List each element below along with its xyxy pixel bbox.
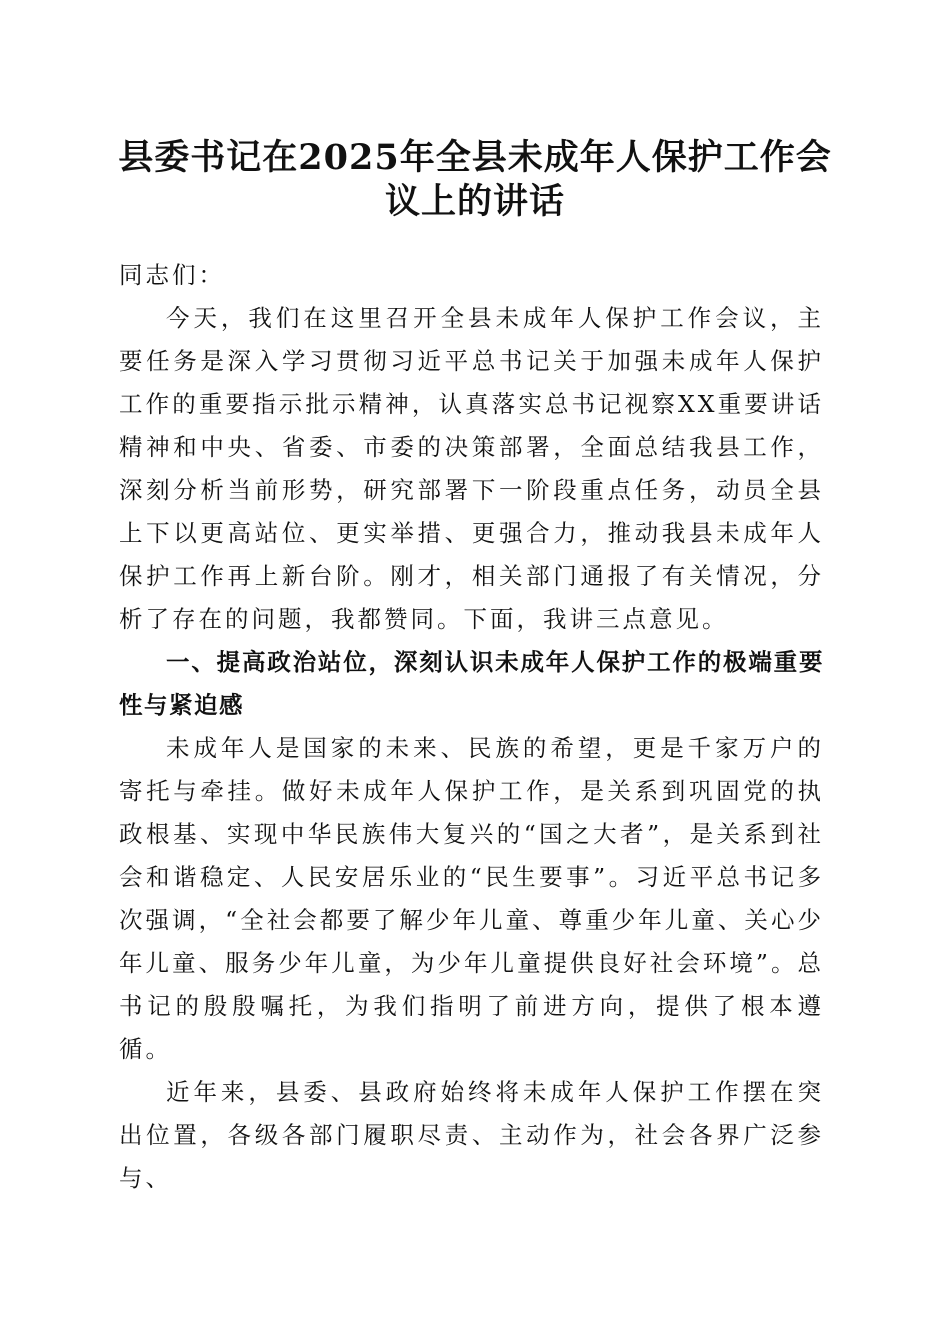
section-paragraph: 未成年人是国家的未来、民族的希望，更是千家万户的寄托与牵挂。做好未成年人保护工作，是关系到巩固党的执政根基、实现中华民族伟大复兴的“国之大者”，是关系到社会和谐稳定、人民安居乐业的“民生要事”。习近平总书记多次强调，“全社会都要了解少年儿童、尊重少年儿童、关心少年儿童、服务少年儿童，为少年儿童提供良好社会环境”。总书记的殷殷嘱托，为我们指明了前进方向，提供了根本遵循。 bbox=[119, 734, 824, 1063]
document-body bbox=[119, 254, 824, 1200]
opening-paragraph: 今天，我们在这里召开全县未成年人保护工作会议，主要任务是深入学习贯彻习近平总书记关于加强未成年人保护工作的重要指示批示精神，认真落实总书记视察XX重要讲话精神和中央、省委、市委的决策部署，全面总结我县工作，深刻分析当前形势，研究部署下一阶段重点任务，动员全县上下以更高站位、更实举措、更强合力，推动我县未成年人保护工作再上新台阶。刚才，相关部门通报了有关情况，分析了存在的问题，我都赞同。下面，我讲三点意见。 bbox=[119, 304, 824, 633]
salutation: 同志们： bbox=[119, 261, 225, 289]
document-title: 县委书记在2025年全县未成年人保护工作会议上的讲话 bbox=[118, 137, 832, 222]
section-heading: 一、提高政治站位，深刻认识未成年人保护工作的极端重要性与紧迫感 bbox=[119, 648, 824, 719]
section-paragraph: 近年来，县委、县政府始终将未成年人保护工作摆在突出位置，各级各部门履职尽责、主动作为，社会各界广泛参与、 bbox=[119, 1078, 824, 1192]
